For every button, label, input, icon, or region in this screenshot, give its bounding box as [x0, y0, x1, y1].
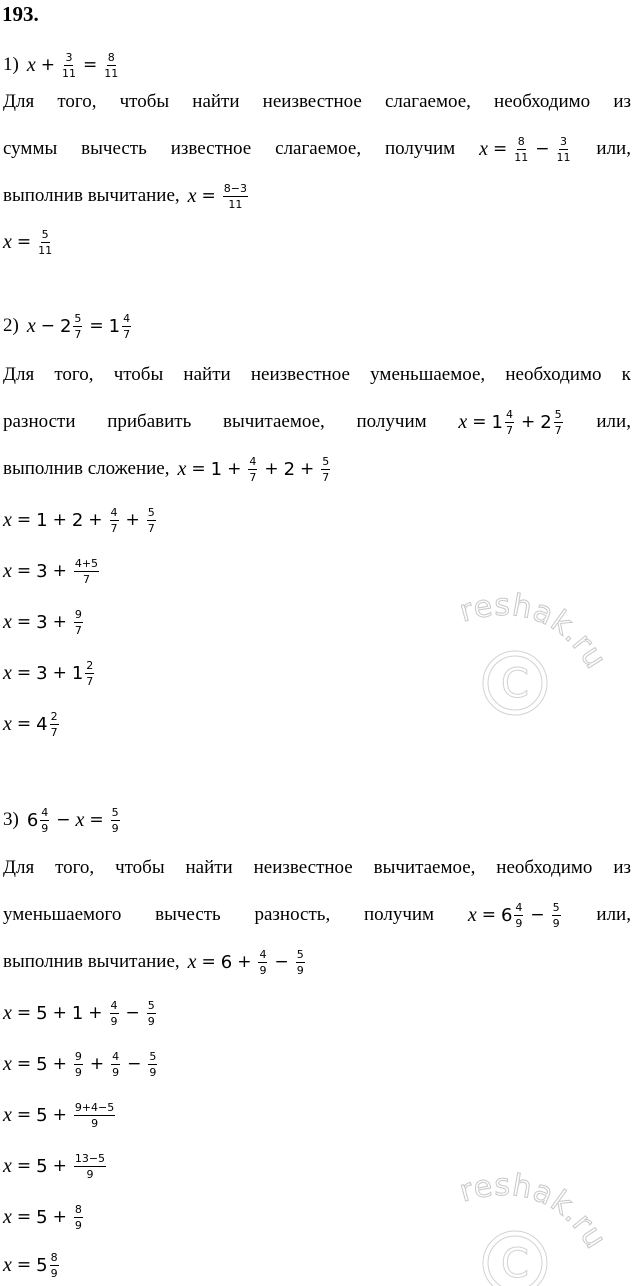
- copyright-watermark-icon: [455, 580, 634, 740]
- svg-text:reshak.ru: reshak.ru: [455, 1167, 614, 1256]
- part-2-answer: x = 4 $\frac{2}{7}$: [3, 709, 58, 739]
- reshak-watermark: [455, 1160, 634, 1286]
- part-3-explanation-line-2: уменьшаемого вычесть разность, получим x = 6 $\frac{4}{9}$ − $\frac{5}{9}$ или,: [3, 900, 631, 930]
- part-3-answer: x = 5 $\frac{8}{9}$: [3, 1250, 58, 1280]
- part-1-explanation-line-3: выполнив вычитание, x = $\frac{8-3}{11}$: [3, 181, 247, 211]
- svg-text:C: C: [501, 1241, 529, 1286]
- part-2-explanation-line-2: разности прибавить вычитаемое, получим x = 1 $\frac{4}{7}$ + 2 $\frac{5}{7}$ или,: [3, 407, 631, 437]
- part-1-explanation-line-1: Для того, чтобы найти неизвестное слагаемое, необходимо из: [3, 91, 631, 112]
- part-3-step: x = 5 + $\frac{8}{9}$: [3, 1202, 82, 1232]
- math-expression: x = $\frac{8}{11}$ − $\frac{3}{11}$: [479, 134, 571, 164]
- part-3-equation: 3) 6 $\frac{4}{9}$ − x = $\frac{5}{9}$: [3, 805, 119, 835]
- part-2-step: x = 3 + $\frac{9}{7}$: [3, 607, 82, 637]
- svg-text:C: C: [501, 661, 529, 707]
- part-label: 3): [3, 809, 19, 830]
- part-3-step: x = 5 + $\frac{13-5}{9}$: [3, 1151, 106, 1181]
- part-2-step: x = 3 + $\frac{4+5}{7}$: [3, 556, 99, 586]
- math-expression: x = 1 $\frac{4}{7}$ + 2 $\frac{5}{7}$: [458, 407, 562, 437]
- part-2-explanation-line-3: выполнив сложение, x = 1 + $\frac{4}{7}$ + 2 + $\frac{5}{7}$: [3, 454, 330, 484]
- part-3-step: x = 5 + $\frac{9}{9}$ + $\frac{4}{9}$ − $\frac{5}{9}$: [3, 1049, 157, 1079]
- part-label: 2): [3, 315, 19, 336]
- svg-text:reshak.ru: reshak.ru: [455, 587, 614, 676]
- part-3-explanation-line-1: Для того, чтобы найти неизвестное вычитаемое, необходимо из: [3, 857, 631, 878]
- problem-number: 193.: [2, 2, 39, 26]
- part-2-step: x = 3 + 1 $\frac{2}{7}$: [3, 658, 94, 688]
- math-expression: x = 6 $\frac{4}{9}$ − $\frac{5}{9}$: [467, 900, 560, 930]
- copyright-watermark-icon: [455, 1160, 634, 1286]
- part-3-step: x = 5 + 1 + $\frac{4}{9}$ − $\frac{5}{9}$: [3, 998, 155, 1028]
- part-3-explanation-line-3: выполнив вычитание, x = 6 + $\frac{4}{9}$ − $\frac{5}{9}$: [3, 947, 304, 977]
- part-label: 1): [3, 54, 19, 75]
- part-2-step: x = 1 + 2 + $\frac{4}{7}$ + $\frac{5}{7}$: [3, 505, 155, 535]
- reshak-watermark: [455, 580, 634, 740]
- part-1-explanation-line-2: суммы вычесть известное слагаемое, получим x = $\frac{8}{11}$ − $\frac{3}{11}$ или,: [3, 134, 631, 164]
- part-1-answer: x = $\frac{5}{11}$: [3, 227, 53, 257]
- part-2-equation: 2) x − 2 $\frac{5}{7}$ = 1 $\frac{4}{7}$: [3, 311, 131, 341]
- part-1-equation: 1) x + $\frac{3}{11}$ = $\frac{8}{11}$: [3, 50, 119, 80]
- part-3-step: x = 5 + $\frac{9+4-5}{9}$: [3, 1100, 115, 1130]
- part-2-explanation-line-1: Для того, чтобы найти неизвестное уменьшаемое, необходимо к: [3, 364, 631, 385]
